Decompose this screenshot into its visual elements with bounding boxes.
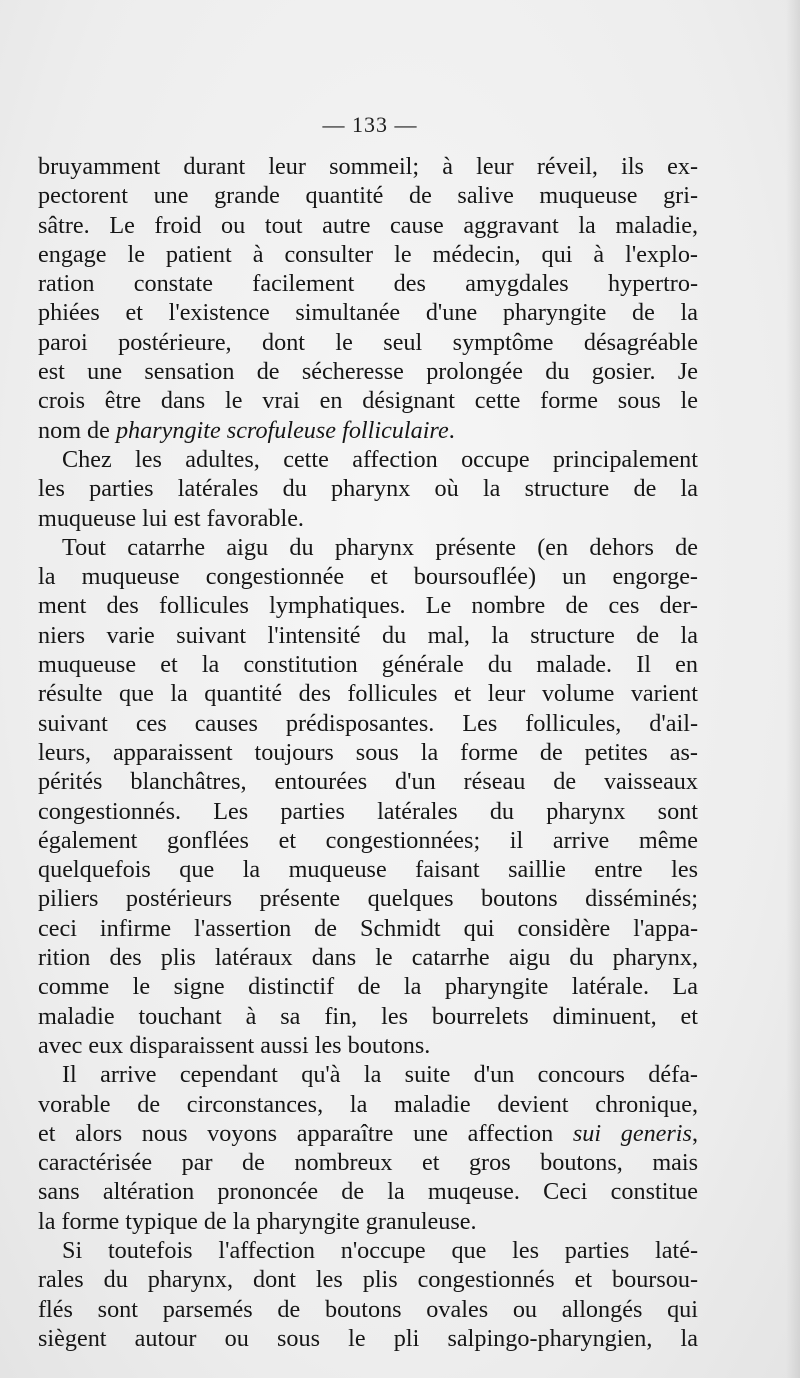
text-line: également gonflées et congestionnées; il arrive même xyxy=(38,826,698,854)
text-line: Tout catarrhe aigu du pharynx présente (en dehors de xyxy=(62,533,698,561)
text-line: pérités blanchâtres, entourées d'un réseau de vaisseaux xyxy=(38,768,698,796)
text-line: muqueuse et la constitution générale du malade. Il en xyxy=(38,651,698,679)
text-line: rition des plis latéraux dans le catarrhe aigu du pharynx, xyxy=(38,944,698,972)
text-line: comme le signe distinctif de la pharyngite latérale. La xyxy=(38,973,698,1001)
text-line: engage le patient à consulter le médecin, qui à l'explo- xyxy=(38,240,698,268)
text-line-segment: . xyxy=(448,416,455,444)
text-line: est une sensation de sécheresse prolongée du gosier. Je xyxy=(38,358,698,386)
text-line: phiées et l'existence simultanée d'une pharyngite de la xyxy=(38,299,698,327)
text-line: muqueuse lui est favorable. xyxy=(38,504,304,532)
text-line: les parties latérales du pharynx où la structure de la xyxy=(38,475,698,503)
text-line xyxy=(38,416,698,445)
text-line: niers varie suivant l'intensité du mal, la structure de la xyxy=(38,621,698,649)
text-line: avec eux disparaissent aussi les boutons. xyxy=(38,1031,431,1059)
text-line: paroi postérieure, dont le seul symptôme désagréable xyxy=(38,328,698,356)
text-line: crois être dans le vrai en désignant cette forme sous le xyxy=(38,387,698,415)
text-line: sans altération prononcée de la muqeuse. Ceci constitue xyxy=(38,1178,698,1206)
text-line: ration constate facilement des amygdales hypertro- xyxy=(38,270,698,298)
italic-term: sui generis xyxy=(572,1119,692,1147)
text-line-segment: et alors nous voyons apparaître une affection xyxy=(38,1119,573,1147)
text-line: leurs, apparaissent toujours sous la forme de petites as- xyxy=(38,738,698,766)
text-line: rales du pharynx, dont les plis congestionnés et boursou- xyxy=(38,1266,698,1294)
body-text xyxy=(38,152,698,1353)
text-line: Si toutefois l'affection n'occupe que les parties laté- xyxy=(62,1236,698,1264)
text-line-segment: , xyxy=(691,1119,698,1147)
text-line xyxy=(38,1119,698,1148)
text-line: bruyamment durant leur sommeil; à leur réveil, ils ex- xyxy=(38,153,698,180)
text-line: piliers postérieurs présente quelques boutons disséminés; xyxy=(38,885,698,913)
italic-term: pharyngite scrofuleuse folliculaire xyxy=(115,416,449,444)
text-line: pectorent une grande quantité de salive muqueuse gri- xyxy=(38,182,698,210)
text-line: vorable de circonstances, la maladie devient chronique, xyxy=(38,1090,698,1118)
text-line: siègent autour ou sous le pli salpingo-pharyngien, la xyxy=(38,1324,698,1352)
text-line: Il arrive cependant qu'à la suite d'un concours défa- xyxy=(62,1061,698,1089)
text-line: ment des follicules lymphatiques. Le nombre de ces der- xyxy=(38,592,698,620)
text-line: caractérisée par de nombreux et gros boutons, mais xyxy=(38,1149,698,1177)
page-edge-shadow xyxy=(786,0,800,1378)
text-line: quelquefois que la muqueuse faisant saillie entre les xyxy=(38,856,698,884)
page-number: — 133 — xyxy=(322,112,418,137)
text-line: résulte que la quantité des follicules et leur volume varient xyxy=(38,680,698,708)
text-line: congestionnés. Les parties latérales du pharynx sont xyxy=(38,797,698,825)
text-line: flés sont parsemés de boutons ovales ou allongés qui xyxy=(38,1295,698,1323)
text-line: sâtre. Le froid ou tout autre cause aggravant la maladie, xyxy=(38,211,698,239)
text-line: Chez les adultes, cette affection occupe principalement xyxy=(62,445,698,473)
text-line: ceci infirme l'assertion de Schmidt qui considère l'appa- xyxy=(38,914,698,942)
text-line: maladie touchant à sa fin, les bourrelets diminuent, et xyxy=(38,1002,698,1030)
text-line: la muqueuse congestionnée et boursouflée) un engorge- xyxy=(38,563,698,591)
text-line: suivant ces causes prédisposantes. Les follicules, d'ail- xyxy=(38,709,698,737)
text-line: la forme typique de la pharyngite granuleuse. xyxy=(38,1207,477,1235)
text-line-segment: nom de xyxy=(38,416,116,444)
